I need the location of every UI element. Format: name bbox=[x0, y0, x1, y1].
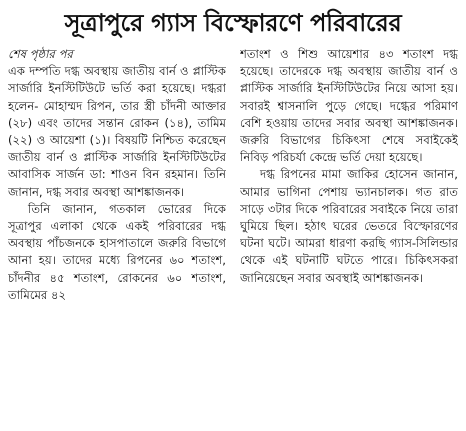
column-right bbox=[240, 46, 458, 427]
paragraph: তিনি জানান, গতকাল ভোরের দিকে সূত্রাপুর এলাকা থেকে একই পরিবারের দগ্ধ অবস্থায় পাঁচজনকে হাসপাতালে জরুরি বিভাগে আনা হয়। তাদের মধ্যে রিপনের ৬০ শতাংশ, চাঁদনীর ৪৫ শতাংশ, রোকনের ৬০ শতাংশ, তামিমের ৪২ bbox=[8, 201, 226, 302]
continued-label: শেষ পৃষ্ঠার পর bbox=[8, 47, 73, 61]
headline: সূত্রাপুরে গ্যাস বিস্ফোরণে পরিবারের bbox=[64, 9, 402, 37]
paragraph: এক দম্পতি দগ্ধ অবস্থায় জাতীয় বার্ন ও প্লাস্টিক সার্জারি ইনস্টিটিউটে ভর্তি করা হয়েছে। দগ্ধরা হলেন- মোহাম্মদ রিপন, তার স্ত্রী চাঁদনী আক্তার (২৮) এবং তাদের সন্তান রোকন (১৪), তামিম (২২) ও আয়েশা (১)। বিষয়টি নিশ্চিত করেছেন জাতীয় বার্ন ও প্লাস্টিক সার্জারি ইনস্টিটিউটের আবাসিক সার্জন ডা: শাওন বিন রহমান। তিনি জানান, দগ্ধ সবার অবস্থা আশঙ্কাজনক। bbox=[8, 64, 226, 199]
paragraph: শতাংশ ও শিশু আয়েশার ৪৩ শতাংশ দগ্ধ হয়েছে। তাদেরকে দগ্ধ অবস্থায় জাতীয় বার্ন ও প্লাস্টিক সার্জারি ইনস্টিটিউটের নিয়ে আসা হয়। সবারই শ্বাসনালি পুড়ে গেছে। দগ্ধের পরিমাণ বেশি হওয়ায় তাদের সবার অবস্থা আশঙ্কাজনক। জরুরি বিভাগের চিকিৎসা শেষে সবাইকেই নিবিড় পরিচর্যা কেন্দ্রে ভর্তি দেয়া হয়েছে। bbox=[240, 47, 458, 165]
column-left bbox=[8, 46, 226, 427]
article-columns bbox=[8, 46, 458, 427]
paragraph: দগ্ধ রিপনের মামা জাকির হোসেন জানান, আমার ভাগিনা পেশায় ভ্যানচালক। গত রাত সাড়ে ৩টার দিকে পরিবারের সবাইকে নিয়ে তারা ঘুমিয়ে ছিল। হঠাৎ ঘরের ভেতরে বিস্ফোরণের ঘটনা ঘটে। আমরা ধারণা করছি গ্যাস-সিলিন্ডার থেকে এই ঘটনাটি ঘটতে পারে। চিকিৎসকরা জানিয়েছেন সবার অবস্থাই আশঙ্কাজনক। bbox=[240, 167, 458, 285]
